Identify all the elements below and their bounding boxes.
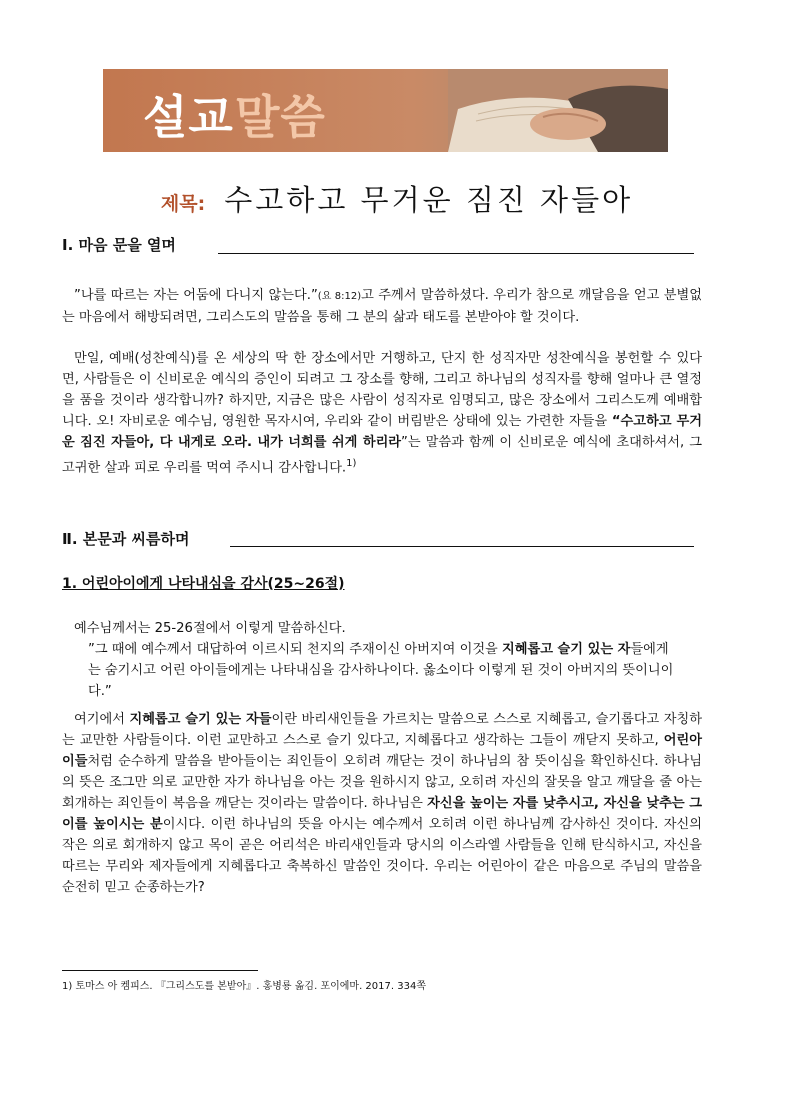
sermon-title (0, 178, 794, 219)
section-rule-1 (218, 253, 694, 254)
footnote-ref: 1) (346, 458, 357, 469)
paragraph-scripture-intro: 예수님께서는 25-26절에서 이렇게 말씀하신다. (74, 621, 346, 636)
paragraph-eucharist: 만일, 예배(성찬예식)를 온 세상의 딱 한 장소에서만 거행하고, 단지 한 성직자만 성찬예식을 봉헌할 수 있다면, 사람들은 이 신비로운 예식의 증인이 되려고 그 장소를 향해, 그리고 하나님의 성직자를 향해 얼마나 큰 열정을 품을 것이라 생각합니까? 하지만, 지금은 많은 사람이 성직자로 임명되고, 많은 장소에서 그리스도께 예배합니다. 오! 자비로운 예수님, 영원한 목자시여, 우리와 같이 버림받은 상태에 있는 가련한 자들을 “수고하고 무거운 짐진 자들아, 다 내게로 오라. 내가 너희를 쉬게 하리라”는 말씀과 함께 이 신비로운 예식에 초대하셔서, 그 고귀한 살과 피로 우리를 먹여 주시니 감사합니다.$^{1)}$ (62, 351, 702, 476)
title-label: 제목: (160, 193, 206, 215)
section-heading-2: Ⅱ. 본문과 씨름하며 (62, 530, 190, 548)
paragraph-exposition: 여기에서 지혜롭고 슬기 있는 자들이란 바리새인들을 가르치는 말씀으로 스스로 지혜롭고, 슬기롭다고 자칭하는 교만한 사람들이다. 이런 교만하고 스스로 슬기 있다고, 지혜롭다고 생각하는 그들이 깨닫지 못하고, 어린아이들처럼 순수하게 말씀을 받아들이는 죄인들이 오히려 깨닫는 것이 하나님의 참 뜻이심을 확인하신다. 하나님의 뜻은 조그만 의로 교만한 자가 하나님을 아는 것을 원하시지 않고, 오히려 자신의 잘못을 알고 깨달을 줄 아는 회개하는 죄인들이 복음을 깨닫는 것이라는 말씀이다. 하나님은 자신을 높이는 자를 낮추시고, 자신을 낮추는 그 이를 높이시는 분이시다. 이런 하나님의 뜻을 아시는 예수께서 오히려 이런 하나님께 감사하신 것이다. 자신의 작은 의로 회개하지 않고 목이 곧은 어리석은 바리새인들과 당시의 이스라엘 사람들을 인해 탄식하시고, 자신을 따르는 무리와 제자들에게 지혜롭다고 축복하신 말씀인 것이다. 우리는 어린아이 같은 마음으로 주님의 말씀을 순전히 믿고 순종하는가? (62, 712, 703, 895)
title-text: 수고하고 무거운 짐진 자들아 (224, 183, 634, 217)
footnote-divider (62, 970, 258, 971)
book-reading-image (448, 69, 668, 152)
section-rule-2 (230, 546, 694, 547)
subheading-1: 1. 어린아이에게 나타내심을 감사(25~26절) (62, 576, 345, 592)
scripture-quote: ”그 때에 예수께서 대답하여 이르시되 천지의 주재이신 아버지여 이것을 지혜롭고 슬기 있는 자들에게는 숨기시고 어린 아이들에게는 나타내심을 감사하나이다. 옳소이다 이렇게 된 것이 아버지의 뜻이니이다.” (88, 642, 674, 699)
paragraph-intro: ”나를 따르는 자는 어둠에 다니지 않는다.”(요 8:12)고 주께서 말씀하셨다. 우리가 참으로 깨달음을 얻고 분별없는 마음에서 해방되려면, 그리스도의 말씀을 통해 그 분의 삶과 태도를 본받아야 할 것이다. (62, 288, 702, 325)
footnote-text: 1) 토마스 아 켐피스. 『그리스도를 본받아』. 홍병룡 옮김. 포이에마. 2017. 334쪽 (62, 981, 426, 992)
banner-word-sermon: 설교 (143, 90, 234, 144)
sermon-banner (103, 69, 668, 152)
section-heading-1: Ⅰ. 마음 문을 열며 (62, 236, 176, 254)
banner-word-word: 말씀 (235, 90, 326, 144)
